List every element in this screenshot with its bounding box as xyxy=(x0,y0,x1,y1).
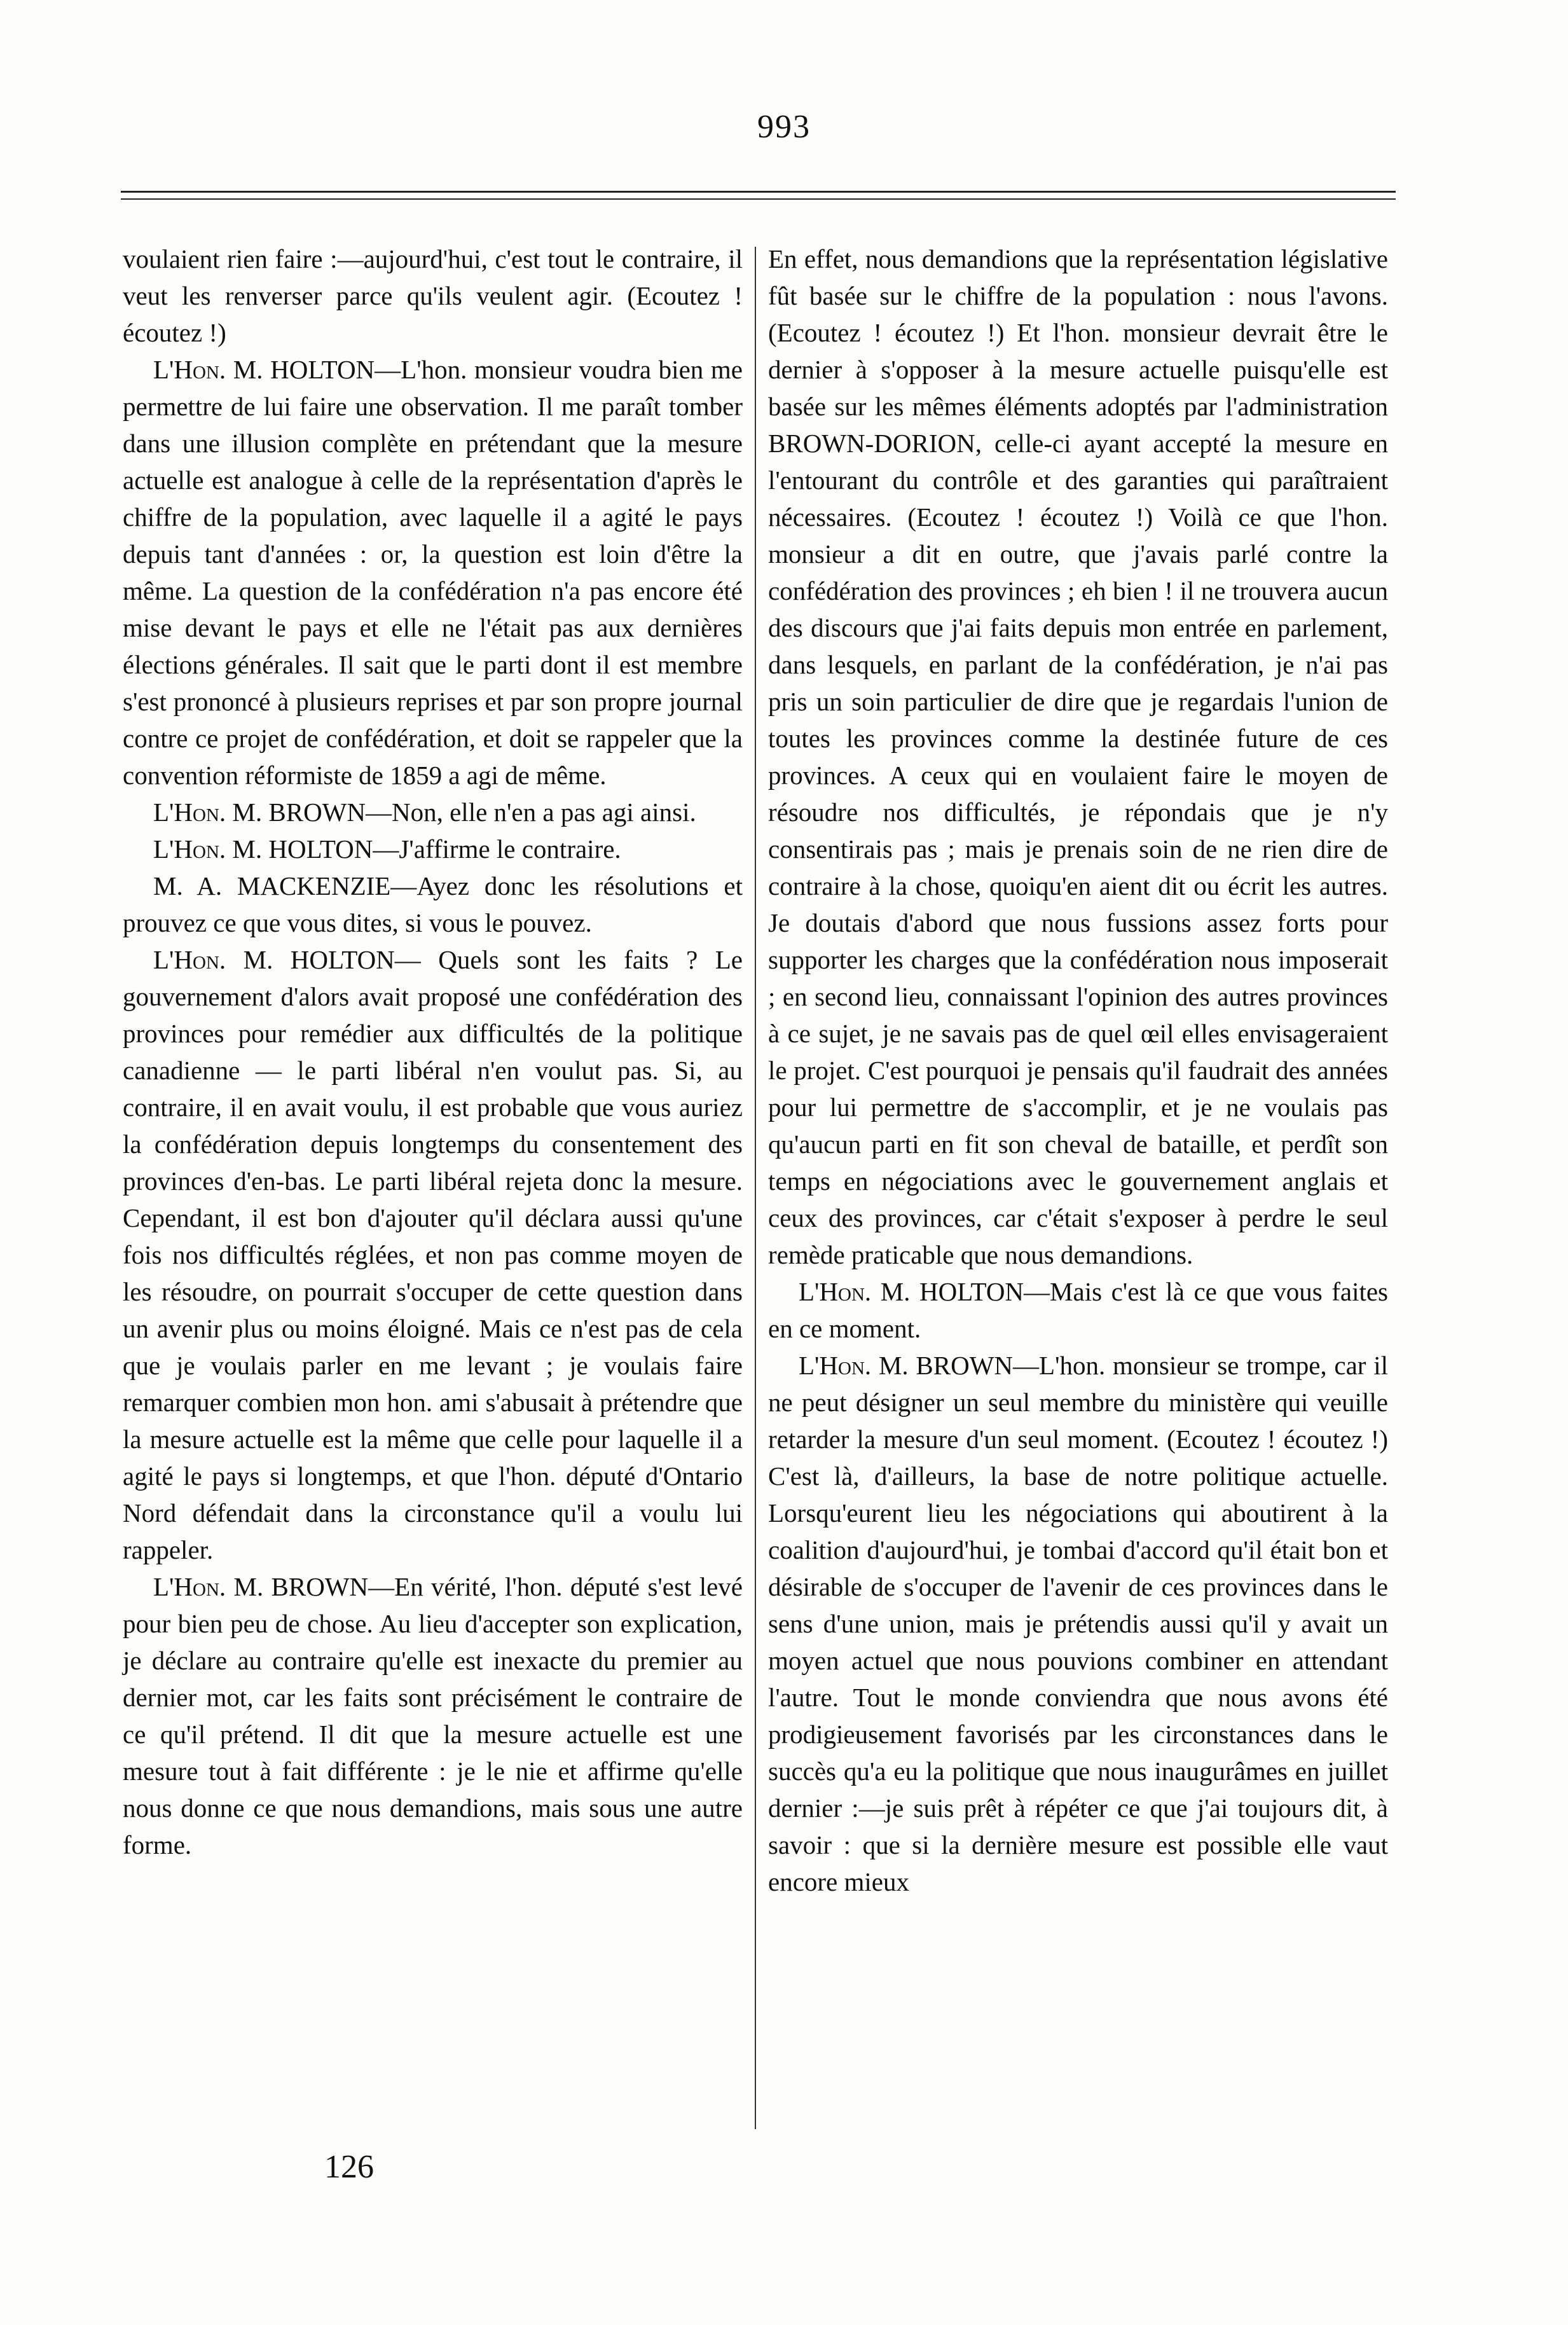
left-column xyxy=(123,240,743,2148)
page-number: 993 xyxy=(757,109,811,145)
paragraph-text: voulaient rien faire :—aujourd'hui, c'est tout le contraire, il veut les renverser parce qu'ils veulent agir. (Ecoutez ! écoutez !) xyxy=(123,244,743,347)
paragraph-text: Mais c'est là ce que vous faites en ce moment. xyxy=(768,1277,1388,1343)
speaker-name: L'Hon. M. HOLTON— xyxy=(153,945,421,974)
paragraph xyxy=(768,1347,1388,1900)
paragraph xyxy=(123,831,743,867)
speaker-name: L'Hon. M. BROWN— xyxy=(799,1351,1040,1380)
paragraph-text: J'affirme le contraire. xyxy=(399,834,621,864)
paragraph-text: En effet, nous demandions que la représentation législative fût basée sur le chiffre de la population : nous l'avons. (Ecoutez ! écoutez !) Et l'hon. monsieur devrait être le dernier à s'opposer à la mesure actuelle puisqu'elle est basée sur les mêmes éléments adoptés par l'administration BROWN-DORION, celle-ci ayant accepté la mesure en l'entourant du contrôle et des garanties qui paraîtraient nécessaires. (Ecoutez ! écoutez !) Voilà ce que l'hon. monsieur a dit en outre, que j'avais parlé contre la confédération des provinces ; eh bien ! il ne trouvera aucun des discours que j'ai faits depuis mon entrée en parlement, dans lesquels, en parlant de la confédération, je n'ai pas pris un soin particulier de dire que je regardais l'union de toutes les provinces comme la destinée future de ces provinces. A ceux qui en voulaient faire le moyen de résoudre nos difficultés, je répondais que je n'y consentirais pas ; mais je prenais soin de ne rien dire de contraire à la chose, quoiqu'en aient dit ou écrit les autres. Je doutais d'abord que nous fussions assez forts pour supporter les charges que la confédération nous imposerait ; en second lieu, connaissant l'opinion des autres provinces à ce sujet, je ne savais pas de quel œil elles envisageraient le projet. C'est pourquoi je pensais qu'il faudrait des années pour lui permettre de s'accomplir, et je ne voulais pas qu'aucun parti en fit son cheval de bataille, et perdît son temps en négociations avec le gouvernement anglais et ceux des provinces, car c'était s'exposer à perdre le seul remède praticable que nous demandions. xyxy=(768,244,1388,1269)
speaker-name: L'Hon. M. BROWN— xyxy=(153,797,392,827)
header-rule xyxy=(121,191,1396,193)
paragraph-text: Non, elle n'en a pas agi ainsi. xyxy=(392,797,696,827)
right-column xyxy=(768,240,1388,2148)
column-divider xyxy=(755,247,756,2129)
paragraph xyxy=(768,1273,1388,1347)
speaker-name: L'Hon. M. HOLTON— xyxy=(799,1277,1050,1306)
paragraph xyxy=(123,794,743,831)
signature-mark: 126 xyxy=(324,2149,374,2185)
paragraph xyxy=(123,240,743,351)
paragraph-text: L'hon. monsieur voudra bien me permettre de lui faire une observation. Il me paraît tomber dans une illusion complète en prétendant que la mesure actuelle est analogue à celle de la représentation d'après le chiffre de la population, avec laquelle il a agité le pays depuis tant d'années : or, la question est loin d'être la même. La question de la confédération n'a pas encore été mise devant le pays et elle ne l'était pas aux dernières élections générales. Il sait que le parti dont il est membre s'est prononcé à plusieurs reprises et par son propre journal contre ce projet de confédération, et doit se rappeler que la convention réformiste de 1859 a agi de même. xyxy=(123,355,743,790)
paragraph-text: Quels sont les faits ? Le gouvernement d'alors avait proposé une confédération des provinces pour remédier aux difficultés de la politique canadienne — le parti libéral n'en voulut pas. Si, au contraire, il en avait voulu, il est probable que vous auriez la confédération depuis longtemps du consentement des provinces d'en-bas. Le parti libéral rejeta donc la mesure. Cependant, il est bon d'ajouter qu'il déclara aussi qu'une fois nos difficultés réglées, et non pas comme moyen de les résoudre, on pourrait s'occuper de cette question dans un avenir plus ou moins éloigné. Mais ce n'est pas de cela que je voulais parler en me levant ; je voulais faire remarquer combien mon hon. ami s'abusait à prétendre que la mesure actuelle est la même que celle pour laquelle il a agité le pays si longtemps, et que l'hon. député d'Ontario Nord défendait dans la circonstance qu'il a voulu lui rappeler. xyxy=(123,945,743,1564)
paragraph xyxy=(123,867,743,941)
paragraph xyxy=(123,941,743,1568)
paragraph-text: L'hon. monsieur se trompe, car il ne peut désigner un seul membre du ministère qui veuille retarder la mesure d'un seul moment. (Ecoutez ! écoutez !) C'est là, d'ailleurs, la base de notre politique actuelle. Lorsqu'eurent lieu les négociations qui aboutirent à la coalition d'aujourd'hui, je tombai d'accord qu'il était bon et désirable de s'occuper de l'avenir de ces provinces dans le sens d'une union, mais je prétendis aussi qu'il y avait un moyen actuel que nous pouvions combiner en attendant l'autre. Tout le monde conviendra que nous avons été prodigieusement favorisés par les circonstances dans le succès qu'a eu la politique que nous inaugurâmes en juillet dernier :—je suis prêt à répéter ce que j'ai toujours dit, à savoir : que si la dernière mesure est possible elle vaut encore mieux xyxy=(768,1351,1388,1896)
speaker-name: L'Hon. M. HOLTON— xyxy=(153,355,401,384)
paragraph xyxy=(123,1568,743,1863)
speaker-name: L'Hon. M. BROWN— xyxy=(153,1572,395,1601)
paragraph-text: En vérité, l'hon. député s'est levé pour bien peu de chose. Au lieu d'accepter son explication, je déclare au contraire qu'elle est inexacte du premier au dernier mot, car les faits sont précisément le contraire de ce qu'il prétend. Il dit que la mesure actuelle est une mesure tout à fait différente : je le nie et affirme qu'elle nous donne ce que nous demandions, mais sous une autre forme. xyxy=(123,1572,743,1859)
paragraph xyxy=(768,240,1388,1273)
speaker-name: M. A. MACKENZIE— xyxy=(153,871,417,900)
paragraph xyxy=(123,351,743,794)
paragraph-text: Ayez donc les résolutions et prouvez ce que vous dites, si vous le pouvez. xyxy=(123,871,743,937)
header-rule-thin xyxy=(121,198,1396,200)
speaker-name: L'Hon. M. HOLTON— xyxy=(153,834,399,864)
